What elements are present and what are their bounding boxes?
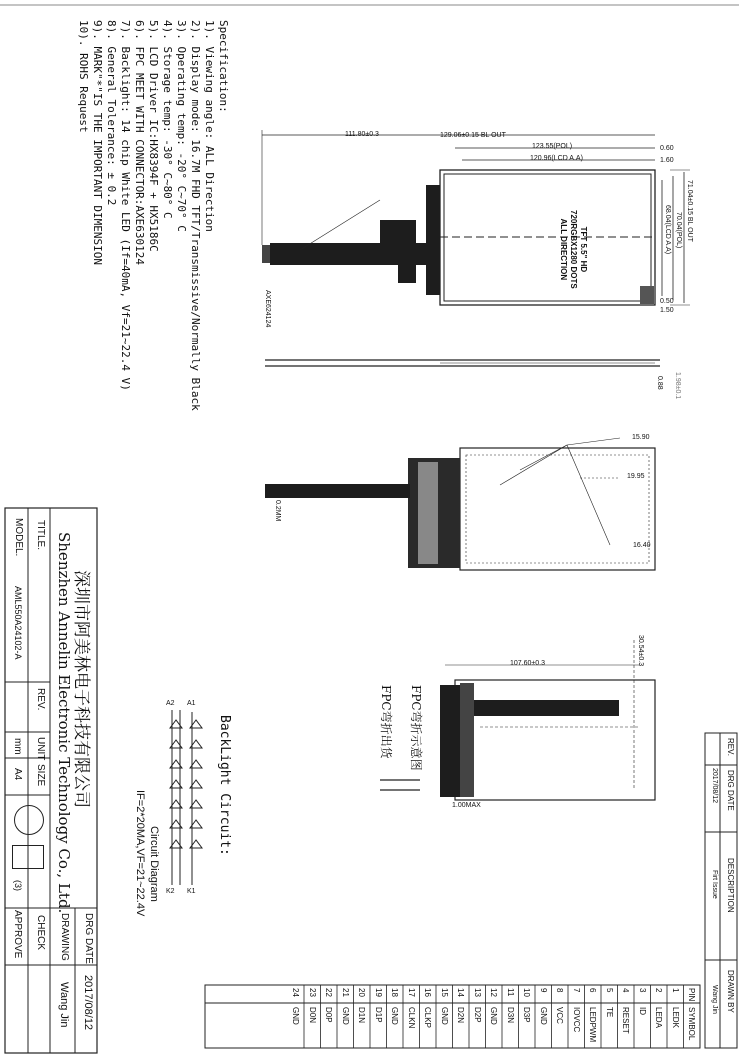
pin-symbol: D2P (472, 1007, 482, 1023)
panel-label-line: ALL DIRECTION (559, 218, 568, 281)
circuit-label-k2: K2 (166, 888, 175, 895)
pin-number: 5 (604, 988, 614, 993)
circuit-label-k1: K1 (187, 888, 196, 895)
unit-value: mm (12, 738, 23, 755)
pin-symbol: D2N (456, 1007, 465, 1024)
dim-width-aa: 68.04(LCD A.A) (664, 205, 671, 255)
pin-number: 9 (538, 988, 548, 993)
pin-symbol: GND (340, 1007, 350, 1025)
pin-symbol: GND (489, 1007, 498, 1025)
pin-symbol: LEDPWM (588, 1007, 597, 1043)
spec-item: 2). Display mode: 16.7M FHD TFT/Transmissive/Normally Black (189, 20, 202, 411)
dim-width-bl: 71.04±0.15 BL OUT (686, 180, 693, 242)
rev-row-date: 2017/08/12 (711, 768, 718, 804)
drg-date-label: DRG DATE (83, 913, 94, 964)
pin-number: 4 (621, 988, 630, 993)
spec-item: 9). MARK"*"IS THE IMPORTANT DIMENSION (91, 20, 104, 266)
pin-symbol: GND (439, 1007, 449, 1025)
pin-symbol: GND (390, 1007, 399, 1025)
pin-symbol: D0N (307, 1007, 317, 1024)
connector-label: AXE624124 (264, 290, 271, 328)
dim-1640: 16.40 (633, 542, 651, 549)
dim-060: 0.60 (660, 145, 674, 152)
pin-symbol: TE (604, 1007, 614, 1018)
circuit-subtitle: Circuit Diagram (148, 826, 160, 902)
pin-symbol: RESET (621, 1007, 630, 1034)
spec-item: 8). General Tolerance: ± 0.2 (105, 20, 118, 206)
specification-block (76, 20, 230, 411)
pin-symbol: GND (538, 1007, 548, 1025)
pin-header-symbol: SYMBOL (687, 1007, 696, 1041)
projection-cone-icon (12, 845, 44, 869)
pin-header-pin: PIN (687, 988, 696, 1002)
check-label: CHECK (35, 915, 46, 951)
spec-item: 1). Viewing angle: ALL Direction (203, 20, 216, 232)
dim-1995: 19.95 (627, 473, 645, 480)
pin-number: 19 (373, 988, 383, 997)
dim-pol: 123.55(POL) (532, 143, 573, 150)
pin-number: 15 (439, 988, 449, 997)
pin-symbol: LEDA (654, 1007, 663, 1028)
dim-fpc: 111.80±0.3 (345, 131, 379, 138)
dim-side: 30.54±0.3 (637, 635, 644, 667)
circuit-label-a1: A1 (187, 700, 196, 707)
pin-number: 17 (406, 988, 416, 997)
circuit-condition: IF=2*20MA,VF=21~22.4V (134, 790, 146, 917)
panel-label-line: TFT 5.5" HD (579, 226, 588, 273)
fpc-note-2: FPC弯折出货 (379, 685, 393, 759)
pin-number: 14 (456, 988, 465, 997)
rev-header-drawn: DRAWN BY (726, 970, 735, 1013)
rev-header-date: DRG DATE (726, 770, 735, 811)
pin-number: 24 (291, 988, 300, 997)
unit-label: UNIT (35, 737, 46, 761)
spec-item: 6). FPC MEET WITH CONNECTOR:AXE630124 (133, 20, 146, 266)
rev-row-desc: Firt Issue (711, 870, 718, 899)
pin-number: 21 (340, 988, 350, 997)
rev-header-desc: DESCRIPTION (726, 858, 735, 913)
dim-107: 107.60±0.3 (510, 660, 545, 667)
pin-number: 16 (423, 988, 432, 997)
model-label: MODEL. (13, 518, 24, 557)
rev-header-rev: REV. (726, 738, 735, 756)
pin-symbol: LEDK (670, 1007, 680, 1028)
drawing-label: DRAWING (59, 913, 70, 961)
panel-outline-back (460, 448, 655, 570)
rev-label: REV. (35, 688, 46, 711)
pin-symbol: D0P (324, 1007, 333, 1023)
pin-symbol: D3N (505, 1007, 515, 1024)
pin-number: 3 (637, 988, 647, 993)
pin-number: 1 (670, 988, 680, 993)
rev-row-drawn: Wang Jin (711, 985, 718, 1014)
pin-number: 13 (472, 988, 482, 997)
pin-number: 22 (324, 988, 333, 997)
pin-number: 6 (588, 988, 597, 993)
pin-number: 23 (307, 988, 317, 997)
panel-label-line: 720RGBX1280 DOTS (569, 210, 578, 289)
dim-width-pol: 70.04(POL) (675, 212, 682, 249)
pin-symbol: D3P (522, 1007, 531, 1023)
dim-total: 129.06±0.15 BL OUT (440, 132, 506, 139)
pin-symbol: D1N (357, 1007, 366, 1024)
angle-mark: (3) (13, 880, 23, 891)
panel-outline-bend (455, 680, 655, 800)
dim-1590: 15.90 (632, 434, 650, 441)
model-value: AML550A24102-A (13, 586, 23, 660)
dim-stiffener: 0.2MM (274, 500, 281, 522)
drawing-value: Wang Jin (58, 982, 70, 1028)
dim-150: 1.50 (660, 307, 674, 314)
spec-item: 10). ROHS Request (77, 20, 90, 133)
pin-symbol: VCC (555, 1007, 564, 1024)
pin-number: 18 (390, 988, 399, 997)
panel-label (558, 210, 588, 289)
dim-aa: 120.96(LCD A.A) (530, 155, 583, 162)
pin-symbol: GND (291, 1007, 300, 1025)
size-label: SIZE (35, 764, 46, 787)
spec-item: 5). LCD Driver IC:HX8394F + HX5186C (147, 20, 160, 252)
company-en: Shenzhen Annelin Electronic Technology Co., Ltd. (55, 532, 73, 914)
pin-symbol: CLKN (406, 1007, 416, 1029)
pin-number: 12 (489, 988, 498, 997)
drg-date-value: 2017/08/12 (82, 975, 94, 1031)
pin-symbol: CLKP (423, 1007, 432, 1028)
spec-heading: Specification: (217, 20, 230, 113)
dim-max: 1.00MAX (452, 802, 481, 809)
spec-item: 3). Operating temp: -20° C~70° C (175, 20, 188, 232)
circuit-label-a2: A2 (166, 700, 175, 707)
fpc-note-1: FPC弯折示意图 (409, 685, 423, 771)
projection-symbol-icon (14, 805, 44, 835)
pin-number: 8 (555, 988, 564, 993)
pin-number: 2 (654, 988, 663, 993)
title-label: TITLE. (35, 520, 46, 551)
pin-symbol: IOVCC (571, 1007, 581, 1033)
spec-item: 7). Backlight: 14 chip White LED (If=40mA, Vf=21~22.4 V) (119, 20, 132, 391)
thk-088: 0.88 (656, 376, 663, 390)
spec-list (76, 20, 216, 411)
dim-160: 1.60 (660, 157, 674, 164)
spec-item: 4). Storage temp: -30° C~80° C (161, 20, 174, 219)
backlight-title: BackLight Circuit: (217, 715, 232, 856)
pin-number: 20 (357, 988, 366, 997)
pin-number: 7 (571, 988, 581, 993)
approve-label: APPROVE (12, 910, 23, 959)
dim-050: 0.50 (660, 298, 674, 305)
size-value: A4 (12, 768, 23, 781)
pin-symbol: D1P (373, 1007, 383, 1023)
pin-number: 11 (505, 988, 515, 997)
company-cn: 深圳市阿美林电子科技有限公司 (71, 570, 91, 808)
pin-number: 10 (522, 988, 531, 997)
pin-symbol: ID (637, 1007, 647, 1015)
thk-total: 1.98±0.1 (674, 372, 681, 400)
